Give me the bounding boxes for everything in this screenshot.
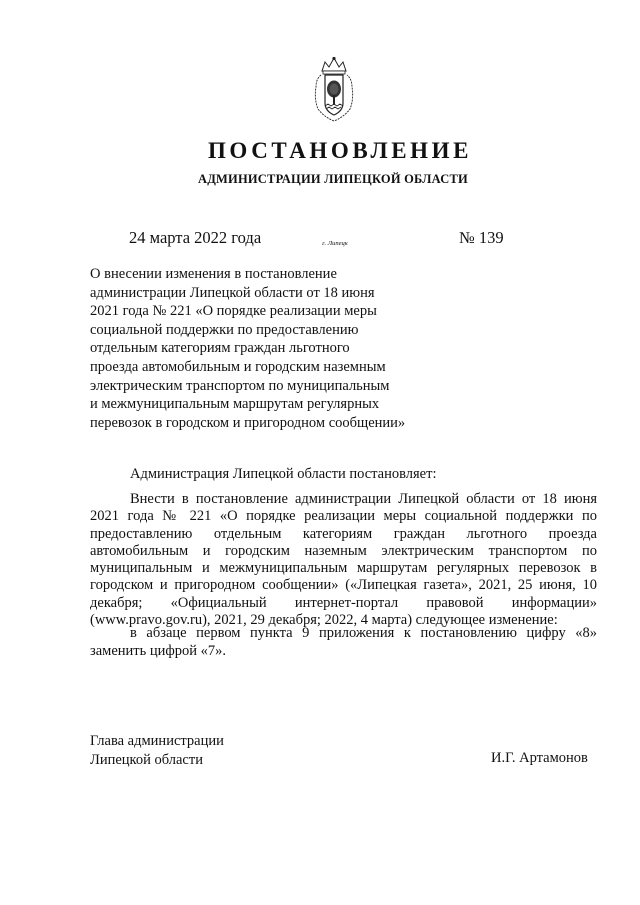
subject-line: администрации Липецкой области от 18 июня (90, 284, 375, 301)
subject-line: перевозок в городском и пригородном сообщении» (90, 414, 406, 431)
document-date: 24 марта 2022 года (129, 228, 262, 247)
signatory-position (90, 732, 224, 769)
document-city: г. Липецк (322, 240, 348, 247)
document-title: ПОСТАНОВЛЕНИЕ (207, 138, 473, 163)
subject-line: социальной поддержки по предоставлению (90, 321, 359, 338)
subject-line: 2021 года № 221 «О порядке реализации меры (90, 303, 377, 320)
subject-line: отдельным категориям граждан льготного (90, 340, 350, 357)
signatory-name: И.Г. Артамонов (491, 750, 588, 766)
signatory-position-line: Глава администрации (90, 733, 224, 749)
subject-line: О внесении изменения в постановление (90, 266, 337, 282)
issuing-authority: АДМИНИСТРАЦИИ ЛИПЕЦКОЙ ОБЛАСТИ (198, 172, 468, 186)
subject-line: электрическим транспортом по муниципальным (90, 377, 390, 394)
signatory-position-line: Липецкой области (90, 751, 203, 768)
document-number: № 139 (459, 228, 504, 247)
main-paragraph: Внести в постановление администрации Липецкой области от 18 июня 2021 года № 221 «О порядке реализации меры социальной поддержки по предоставлению отдельным категориям граждан льготного проезда автомобильным и городским наземным электрическим транспортом по муниципальным и межмуниципальным маршрутам регулярных перевозок в городском и пригородном сообщении» («Липецкая газета», 2021, 25 июня, 10 декабря; «Официальный интернет-портал правовой информации» (www.pravo.gov.ru), 2021, 29 декабря; 2022, 4 марта) следующее изменение: (90, 491, 597, 629)
amendment-paragraph: в абзаце первом пункта 9 приложения к постановлению цифру «8» заменить цифрой «7». (90, 625, 597, 659)
preamble: Администрация Липецкой области постановляет: (130, 466, 437, 482)
coat-of-arms-icon (312, 55, 356, 125)
document-subject (90, 265, 450, 432)
subject-line: проезда автомобильным и городским наземным (90, 358, 386, 375)
subject-line: и межмуниципальным маршрутам регулярных (90, 396, 380, 413)
